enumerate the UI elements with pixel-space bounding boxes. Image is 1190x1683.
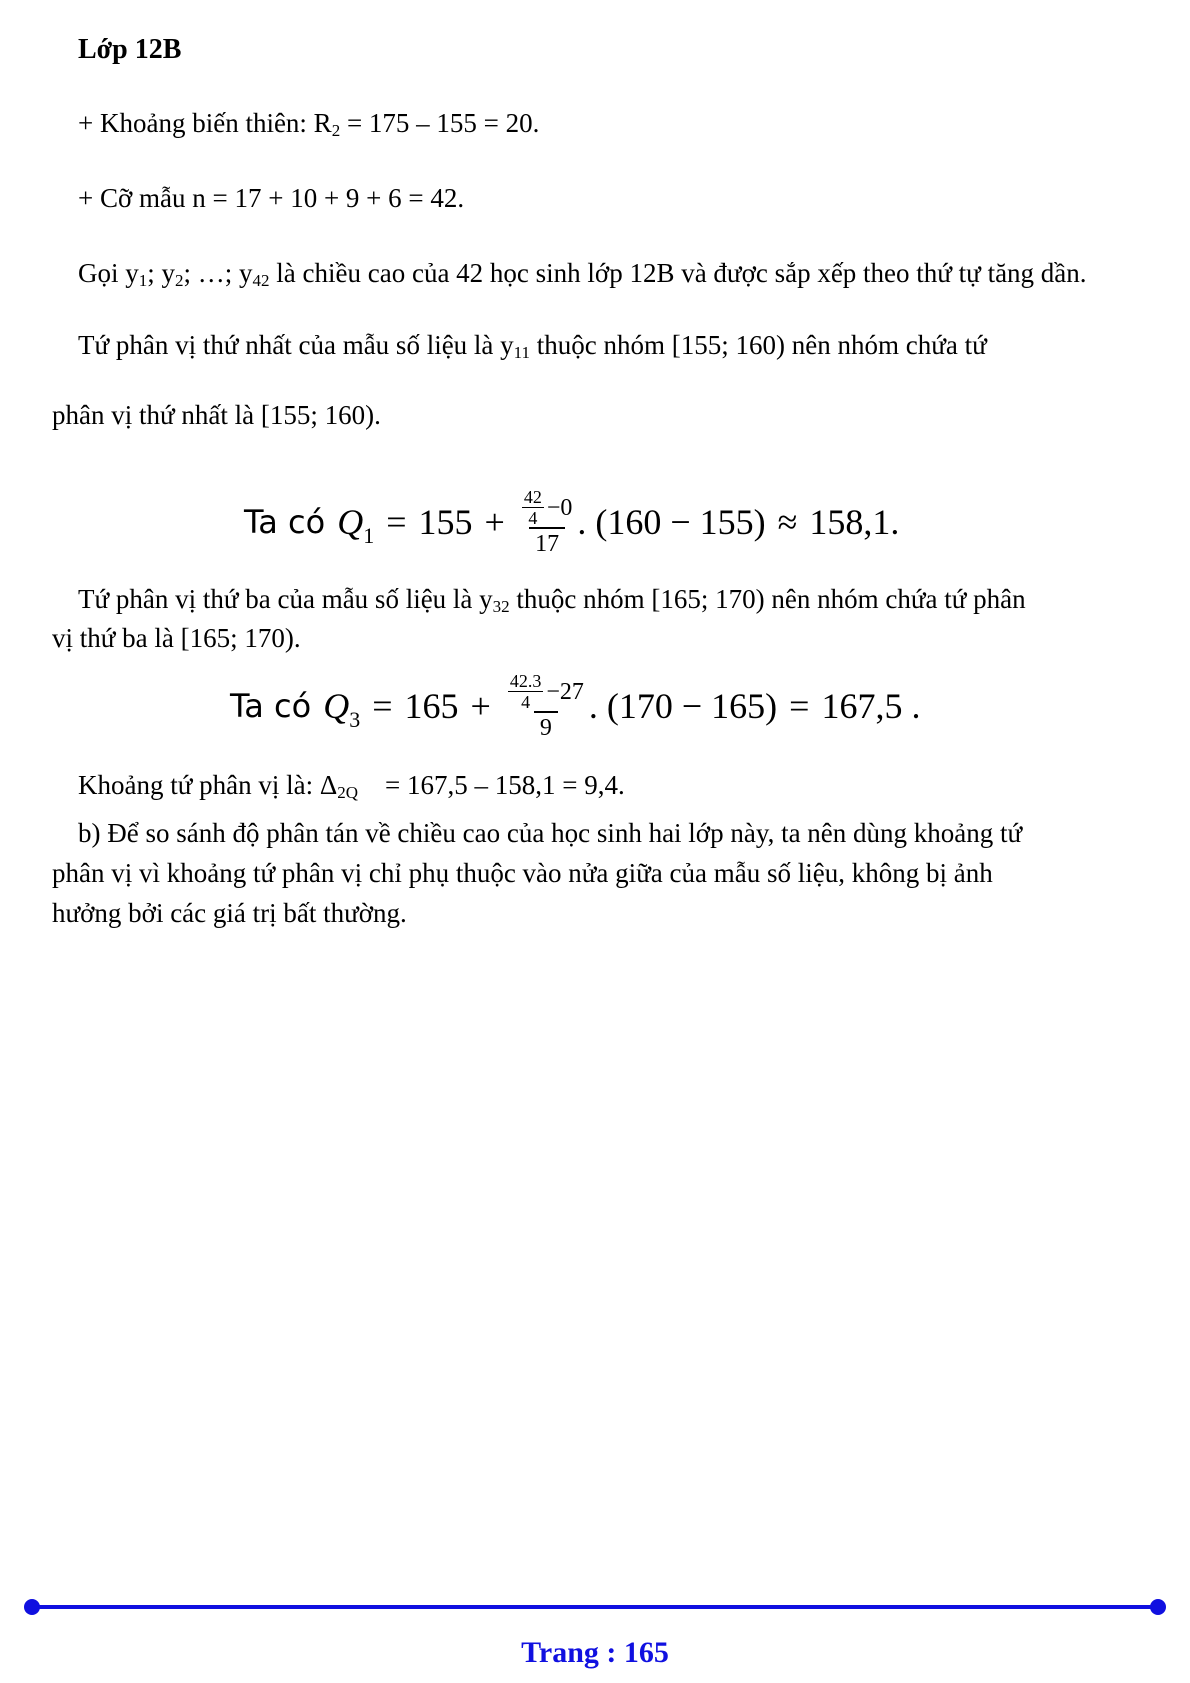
q1-paragraph-line-2: phân vị thứ nhất là [155; 160). [52, 400, 381, 430]
iqr-line: Khoảng tứ phân vị là: $\Delta_{2Q}$ = 167,5 – 158,1 = 9,4. [78, 770, 625, 802]
part-b-line-1: b) Để so sánh độ phân tán về chiều cao của học sinh hai lớp này, ta nên dùng khoảng tứ [78, 818, 1023, 848]
q1-formula: Ta có $Q_1$ = 155 + 42 4 −0 17 . (160 − 155) ≈ 158,1. [244, 487, 900, 557]
range-line: + Khoảng biến thiên: $R_2 = 175 - 155 = 20$. [78, 108, 540, 140]
q3-paragraph-line-1: Tứ phân vị thứ ba của mẫu số liệu là $y_{32}$ thuộc nhóm [165; 170) nên nhóm chứa tứ phân [78, 584, 1026, 616]
q3-paragraph-line-2: vị thứ ba là [165; 170). [52, 623, 301, 653]
q1-fraction: 42 4 −0 17 [523, 487, 573, 557]
ordering-line: Gọi $y_1$; $y_2$; …; $y_{42}$ là chiều cao của 42 học sinh lớp 12B và được sắp xếp theo thứ tự tăng dần. [78, 258, 1087, 290]
footer-divider [32, 1605, 1160, 1609]
footer-right-dot [1150, 1599, 1166, 1615]
q3-formula: Ta có $Q_3$ = 165 + 42.3 4 −27 9 . (170 − 165) = 167,5 . [230, 671, 921, 741]
part-b-line-2: phân vị vì khoảng tứ phân vị chỉ phụ thuộc vào nửa giữa của mẫu số liệu, không bị ảnh [52, 858, 993, 888]
page-number: Trang : 165 [521, 1636, 669, 1669]
q1-paragraph-line-1: Tứ phân vị thứ nhất của mẫu số liệu là $y_{11}$ thuộc nhóm [155; 160) nên nhóm chứa tứ [78, 330, 987, 362]
sample-size-line: + Cỡ mẫu n = 17 + 10 + 9 + 6 = 42. [78, 183, 465, 213]
section-heading: Lớp 12B [78, 34, 182, 65]
part-b-line-3: hưởng bởi các giá trị bất thường. [52, 898, 407, 928]
q3-fraction: 42.3 4 −27 9 [509, 671, 584, 741]
